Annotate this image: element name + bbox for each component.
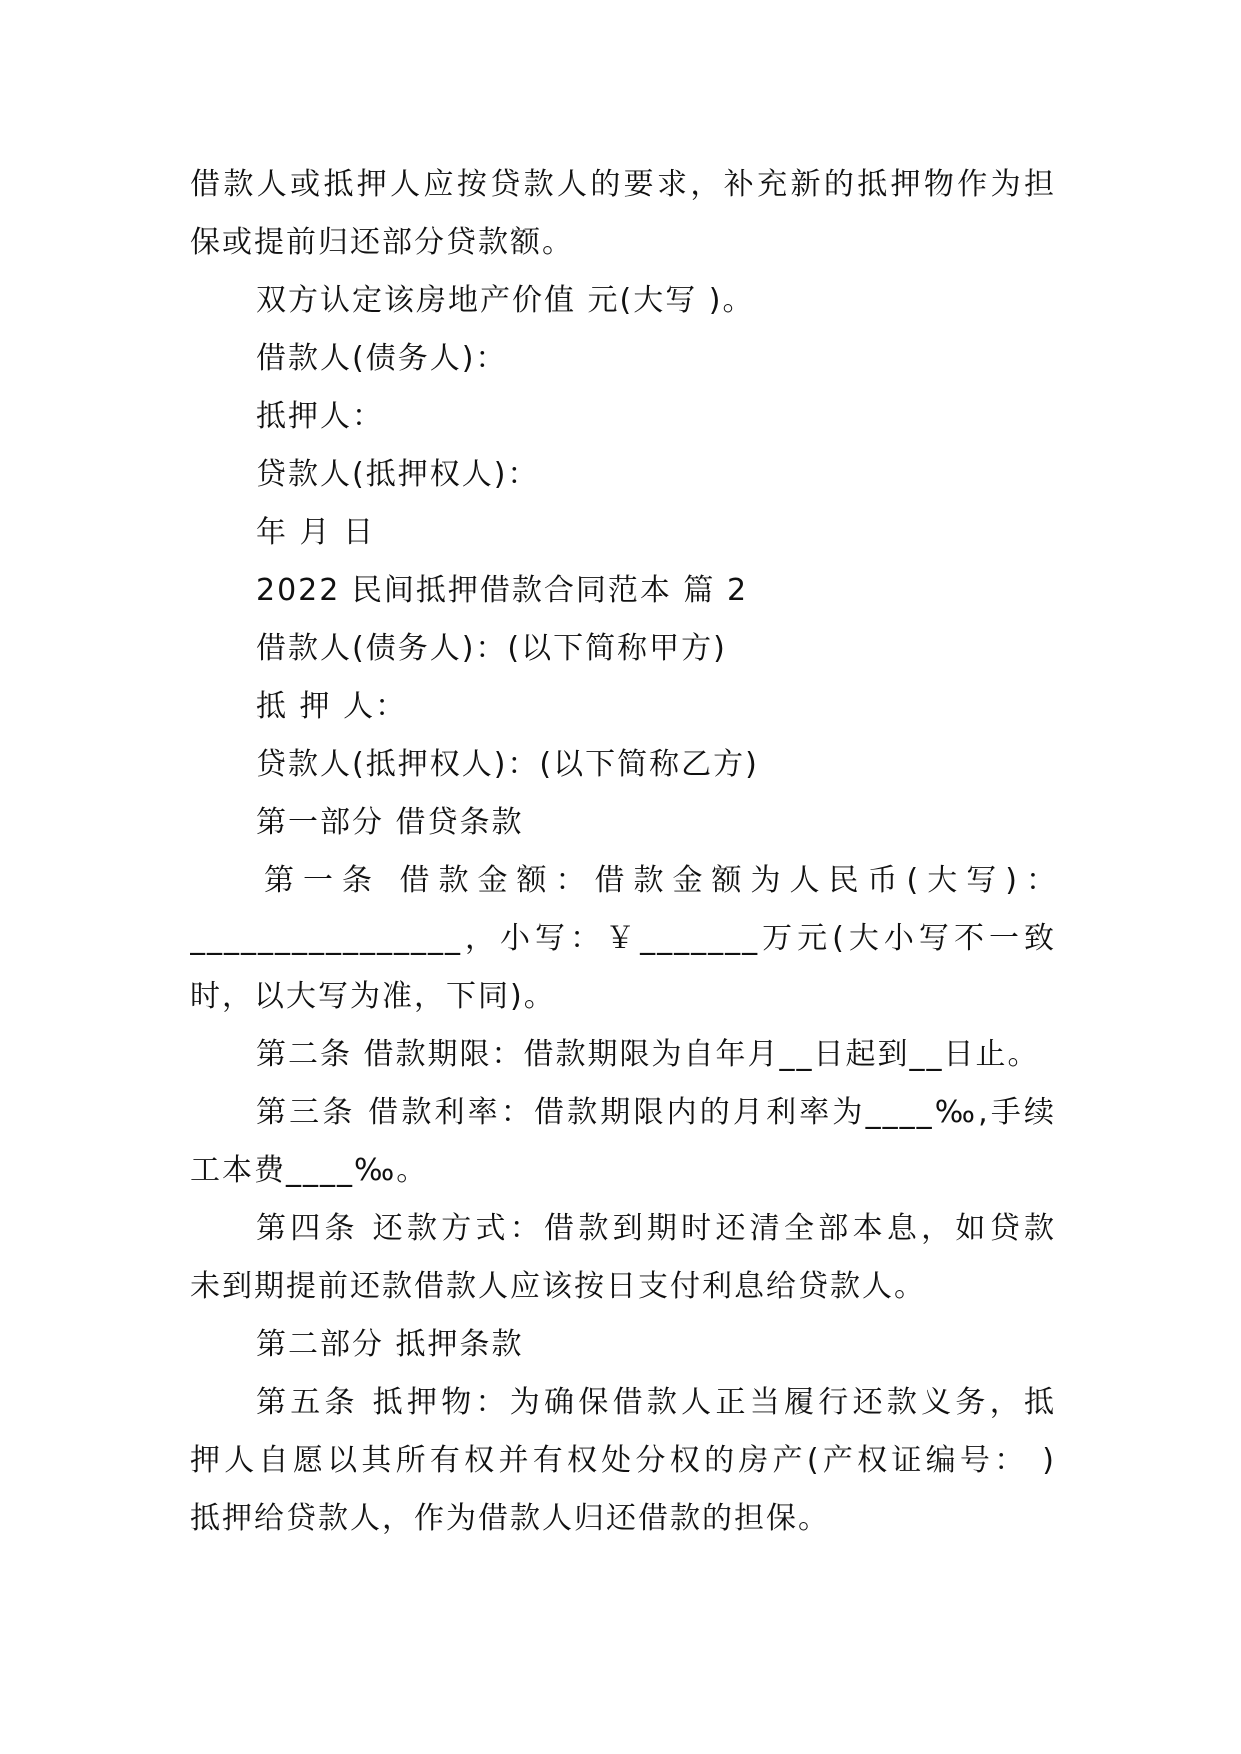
article-line: 第二条 借款期限：借款期限为自年月__日起到__日止。 (256, 1037, 1040, 1072)
party-borrower: 借款人(债务人)：(以下简称甲方) (256, 631, 727, 666)
part-heading: 第一部分 借贷条款 (256, 805, 524, 840)
article-line: 第四条 还款方式：借款到期时还清全部本息，如贷款 (256, 1211, 1056, 1246)
signature-date: 年 月 日 (256, 515, 376, 550)
paragraph-line: 借款人或抵押人应按贷款人的要求，补充新的抵押物作为担 (190, 167, 1056, 202)
party-lender: 贷款人(抵押权人)：(以下简称乙方) (256, 747, 759, 782)
document-body (190, 156, 1065, 1548)
article-line: 未到期提前还款借款人应该按日支付利息给贷款人。 (190, 1269, 926, 1304)
article-line: 第五条 抵押物：为确保借款人正当履行还款义务，抵 (256, 1385, 1056, 1420)
article-line: 押人自愿以其所有权并有权处分权的房产(产权证编号： ) (190, 1443, 1056, 1478)
article-line: 时，以大写为准，下同)。 (190, 979, 556, 1014)
party-mortgagor: 抵 押 人： (256, 689, 408, 724)
section-heading: 2022 民间抵押借款合同范本 篇 2 (256, 573, 749, 608)
article-line: 第一条 借款金额：借款金额为人民币(大写)： (264, 863, 1065, 898)
article-line: 抵押给贷款人，作为借款人归还借款的担保。 (190, 1501, 830, 1536)
signature-label-borrower: 借款人(债务人)： (256, 341, 508, 376)
article-line: ________________，小写：￥_______万元(大小写不一致 (190, 921, 1056, 956)
signature-label-lender: 贷款人(抵押权人)： (256, 457, 540, 492)
article-line: 第三条 借款利率：借款期限内的月利率为____‰,手续 (256, 1095, 1056, 1130)
part-heading: 第二部分 抵押条款 (256, 1327, 524, 1362)
paragraph-line: 保或提前归还部分贷款额。 (190, 225, 574, 260)
signature-label-mortgagor: 抵押人： (256, 399, 384, 434)
paragraph-line: 双方认定该房地产价值 元(大写 )。 (256, 283, 755, 318)
article-line: 工本费____‰。 (190, 1153, 429, 1188)
